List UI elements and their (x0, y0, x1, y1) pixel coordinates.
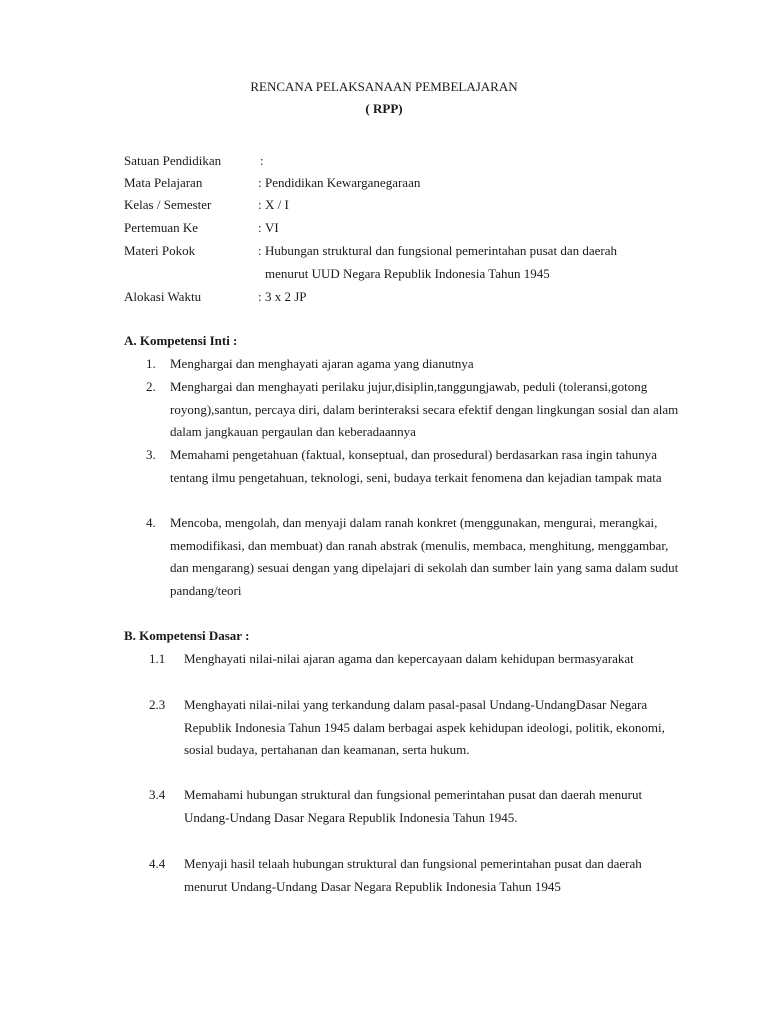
list-number: 1.1 (149, 651, 166, 666)
material-value-continued: menurut UUD Negara Republik Indonesia Tahun 1945 (265, 266, 550, 281)
class-value: X / I (265, 197, 289, 212)
meta-row-school (124, 153, 704, 173)
meta-row-class (124, 197, 704, 217)
meta-row-time (124, 289, 704, 309)
material-value: Hubungan struktural dan fungsional pemerintahan pusat dan daerah (265, 243, 617, 258)
time-value: 3 x 2 JP (265, 289, 307, 304)
colon: : (258, 175, 262, 190)
meta-row-meeting (124, 220, 704, 240)
colon: : (258, 243, 262, 258)
meeting-label: Pertemuan Ke (124, 220, 199, 235)
class-label: Kelas / Semester (124, 197, 212, 212)
list-number: 4.4 (149, 856, 166, 871)
section-a-heading: A. Kompetensi Inti : (124, 333, 238, 348)
section-b-heading: B. Kompetensi Dasar : (124, 628, 250, 643)
list-text: Memahami pengetahuan (faktual, konseptual, dan prosedural) berdasarkan rasa ingin tahunya tentang ilmu pengetahuan, teknologi, seni, budaya terkait fenomena dan kejadian tampak mata (170, 447, 662, 485)
list-text: Memahami hubungan struktural dan fungsional pemerintahan pusat dan daerah menurut Undang-Undang Dasar Negara Republik Indonesia Tahun 1945. (184, 787, 643, 825)
list-text: Menghayati nilai-nilai yang terkandung dalam pasal-pasal Undang-UndangDasar Negara Republik Indonesia Tahun 1945 dalam berbagai aspek kehidupan ideologi, politik, ekonomi, sosial budaya, pertahanan dan keamanan, serta hukum. (184, 697, 665, 758)
list-text: Menghayati nilai-nilai ajaran agama dan kepercayaan dalam kehidupan bermasyarakat (184, 651, 634, 666)
list-number: 4. (146, 515, 156, 530)
document-title: RENCANA PELAKSANAAN PEMBELAJARAN (250, 79, 518, 94)
colon: : (258, 289, 262, 304)
list-text: Menghargai dan menghayati perilaku jujur,disiplin,tanggungjawab, peduli (toleransi,gotong royong),santun, percaya diri, dalam berinteraksi secara efektif dengan lingkungan sosial dan alam dalam jangkauan pergaulan dan keberadaannya (170, 379, 679, 440)
meta-row-material (124, 243, 704, 289)
school-label: Satuan Pendidikan (124, 153, 222, 168)
list-text: Menyaji hasil telaah hubungan struktural dan fungsional pemerintahan pusat dan daerah menurut Undang-Undang Dasar Negara Republik Indonesia Tahun 1945 (184, 856, 642, 894)
list-text: Menghargai dan menghayati ajaran agama yang dianutnya (170, 356, 474, 371)
list-number: 3.4 (149, 787, 166, 802)
material-label: Materi Pokok (124, 243, 196, 258)
list-number: 2.3 (149, 697, 166, 712)
list-number: 2. (146, 379, 156, 394)
meta-row-subject (124, 175, 704, 195)
list-number: 1. (146, 356, 156, 371)
colon: : (258, 220, 262, 235)
meeting-value: VI (265, 220, 279, 235)
time-label: Alokasi Waktu (124, 289, 202, 304)
subject-value: Pendidikan Kewarganegaraan (265, 175, 421, 190)
colon: : (258, 197, 262, 212)
list-number: 3. (146, 447, 156, 462)
document-subtitle: ( RPP) (365, 101, 403, 116)
list-text: Mencoba, mengolah, dan menyaji dalam ranah konkret (menggunakan, mengurai, merangkai, memodifikasi, dan membuat) dan ranah abstrak (menulis, membaca, menghitung, menggambar, dan mengarang) sesuai dengan yang dipelajari di sekolah dan sumber lain yang sama dalam sudut pandang/teori (170, 515, 679, 599)
subject-label: Mata Pelajaran (124, 175, 203, 190)
colon: : (260, 153, 264, 168)
